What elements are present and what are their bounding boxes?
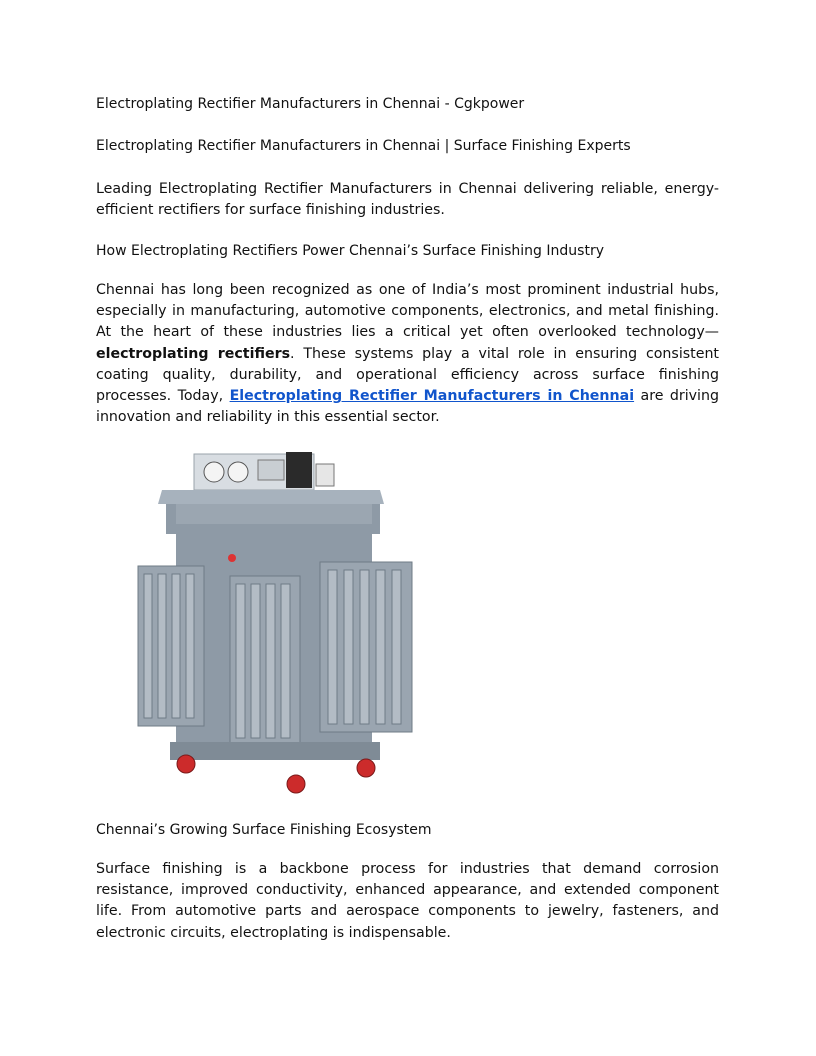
document-subtitle: Electroplating Rectifier Manufacturers in Chennai | Surface Finishing Experts [96,138,631,154]
intro-paragraph: Leading Electroplating Rectifier Manufacturers in Chennai delivering reliable, energy-efficient rectifiers for surface finishing industries. [96,181,719,219]
bold-term: electroplating rectifiers [96,345,291,362]
rectifier-image [134,446,417,802]
section2-paragraph: Surface finishing is a backbone process for industries that demand corrosion resistance, improved conductivity, enhanced appearance, and extended component life. From automotive parts and aerospace components to jewelry, fasteners, and electronic circuits, electroplating is indispensable. [96,861,719,941]
section1-text-2: . These systems play a vital role in ensuring consistent coating quality, durability, and operational efficiency across surface finishing processes. Today, [96,345,719,405]
section1-paragraph [96,280,719,428]
section1-text-3: are driving innovation and reliability in this essential sector. [96,388,719,426]
document-title: Electroplating Rectifier Manufacturers in Chennai - Cgkpower [96,96,525,112]
section1-text-1: Chennai has long been recognized as one of India’s most prominent industrial hubs, especially in manufacturing, automotive components, electronics, and metal finishing. At the heart of these industries lies a critical yet often overlooked technology— [96,282,719,341]
manufacturers-link[interactable]: Electroplating Rectifier Manufacturers in Chennai [229,388,635,405]
section1-heading: How Electroplating Rectifiers Power Chennai’s Surface Finishing Industry [96,243,604,259]
section2-heading: Chennai’s Growing Surface Finishing Ecosystem [96,822,432,838]
